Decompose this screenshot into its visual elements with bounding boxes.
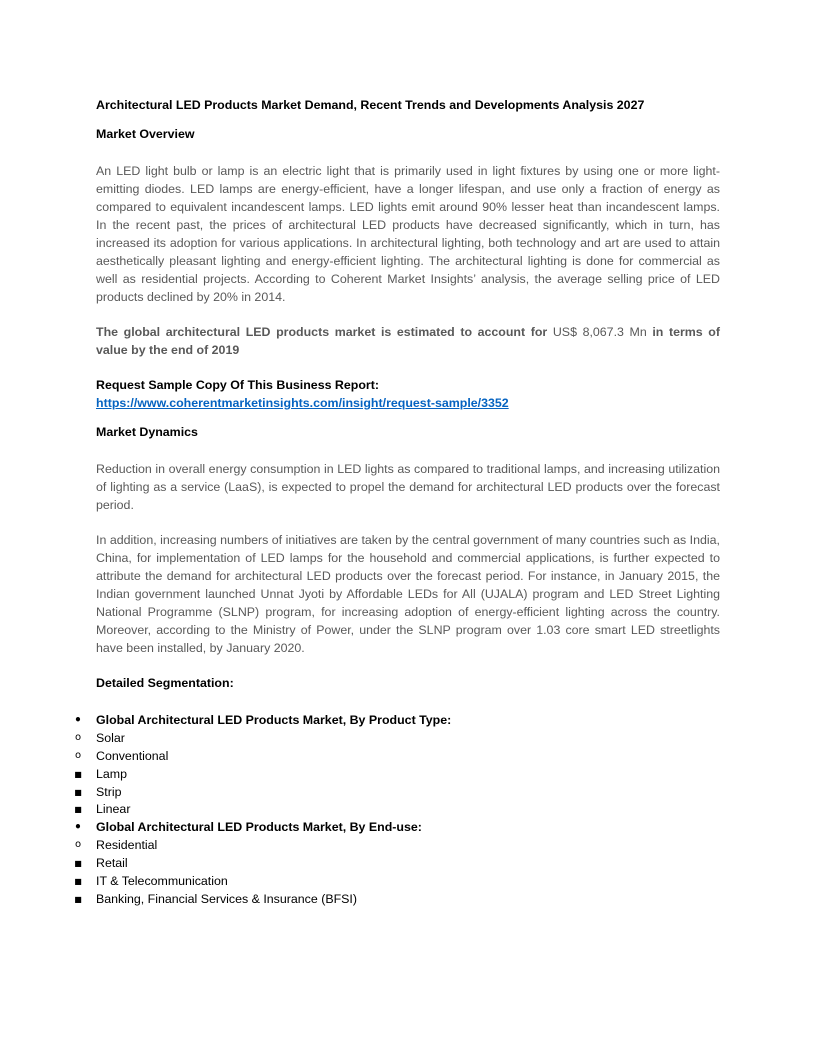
segmentation-item [74, 818, 720, 836]
segmentation-item-label: Strip [96, 784, 122, 799]
bullet-bullet-icon: • [74, 820, 82, 835]
request-sample-label: Request Sample Copy Of This Business Report: [96, 378, 379, 392]
segmentation-item-label: IT & Telecommunication [96, 874, 228, 889]
segmentation-item [74, 872, 720, 890]
market-value-text-2: in terms of value by the end of 2019 [96, 325, 721, 357]
section-heading-overview: Market Overview [96, 127, 195, 141]
square-bullet-icon: ■ [74, 859, 82, 869]
segmentation-item-label: Retail [96, 856, 128, 871]
segmentation-item [74, 836, 720, 854]
square-bullet-icon: ■ [74, 877, 82, 887]
overview-paragraph: An LED light bulb or lamp is an electric light that is primarily used in light fixtures by using one or more light-emitting diodes. LED lamps are energy-efficient, have a longer lifespan, and use only a fraction of energy as compared to equivalent incandescent lamps. LED lights emit around 90% lesser heat than incandescent lamps. In the recent past, the prices of architectural LED products have decreased significantly, which in turn, has increased its adoption for various applications. In architectural lighting, both technology and art are used to attain aesthetically pleasant lighting and energy-efficient lighting. The architectural lighting is done for commercial as well as residential projects. According to Coherent Market Insights’ analysis, the average selling price of LED products declined by 20% in 2014. [96, 164, 720, 304]
bullet-bullet-icon: • [74, 713, 82, 727]
segmentation-item-label: Conventional [96, 748, 169, 763]
segmentation-item [74, 765, 720, 783]
segmentation-item [74, 890, 720, 908]
market-value-text-1: The global architectural LED products market is estimated to account for [96, 325, 553, 339]
segmentation-item-label: Global Architectural LED Products Market, By End-use: [96, 820, 422, 835]
segmentation-item [74, 711, 720, 729]
circle-bullet-icon: o [74, 731, 82, 743]
square-bullet-icon: ■ [74, 894, 82, 904]
square-bullet-icon: ■ [74, 787, 82, 797]
circle-bullet-icon: o [74, 749, 82, 761]
document-page [74, 96, 721, 908]
market-value-figure: US$ 8,067.3 Mn [552, 325, 647, 339]
segmentation-item [74, 800, 720, 818]
request-sample-link[interactable]: https://www.coherentmarketinsights.com/insight/request-sample/3352 [96, 396, 509, 410]
dynamics-paragraph-2: In addition, increasing numbers of initiatives are taken by the central government of many countries such as India, China, for implementation of LED lamps for the household and commercial applications, is further expected to attribute the demand for architectural LED products over the forecast period. For instance, in January 2015, the Indian government launched Unnat Jyoti by Affordable LEDs for All (UJALA) program and LED Street Lighting National Programme (SLNP) program, for increasing adoption of energy-efficient lighting across the country. Moreover, according to the Ministry of Power, under the SLNP program over 1.03 core smart LED streetlights have been installed, by January 2020. [96, 533, 720, 655]
square-bullet-icon: ■ [74, 805, 82, 815]
request-sample-block [96, 376, 720, 412]
square-bullet-icon: ■ [74, 769, 82, 779]
document-title: Architectural LED Products Market Demand, Recent Trends and Developments Analysis 2027 [96, 98, 645, 112]
segmentation-item-label: Lamp [96, 766, 127, 781]
segmentation-item-label: Solar [96, 730, 125, 745]
dynamics-paragraph-1: Reduction in overall energy consumption in LED lights as compared to traditional lamps, and increasing utilization of lighting as a service (LaaS), is expected to propel the demand for architectural LED products over the forecast period. [96, 462, 720, 512]
section-heading-dynamics: Market Dynamics [96, 425, 198, 439]
segmentation-item [74, 783, 720, 801]
segmentation-item [74, 747, 720, 765]
segmentation-item-label: Global Architectural LED Products Market, By Product Type: [96, 713, 452, 727]
market-value-statement [96, 323, 720, 359]
segmentation-item [74, 854, 720, 872]
segmentation-item [74, 729, 720, 747]
segmentation-item-label: Linear [96, 802, 131, 817]
segmentation-item-label: Banking, Financial Services & Insurance (BFSI) [96, 891, 358, 906]
segmentation-list [74, 711, 720, 908]
segmentation-item-label: Residential [96, 838, 158, 853]
section-heading-segmentation: Detailed Segmentation: [96, 676, 234, 690]
circle-bullet-icon: o [74, 839, 82, 851]
